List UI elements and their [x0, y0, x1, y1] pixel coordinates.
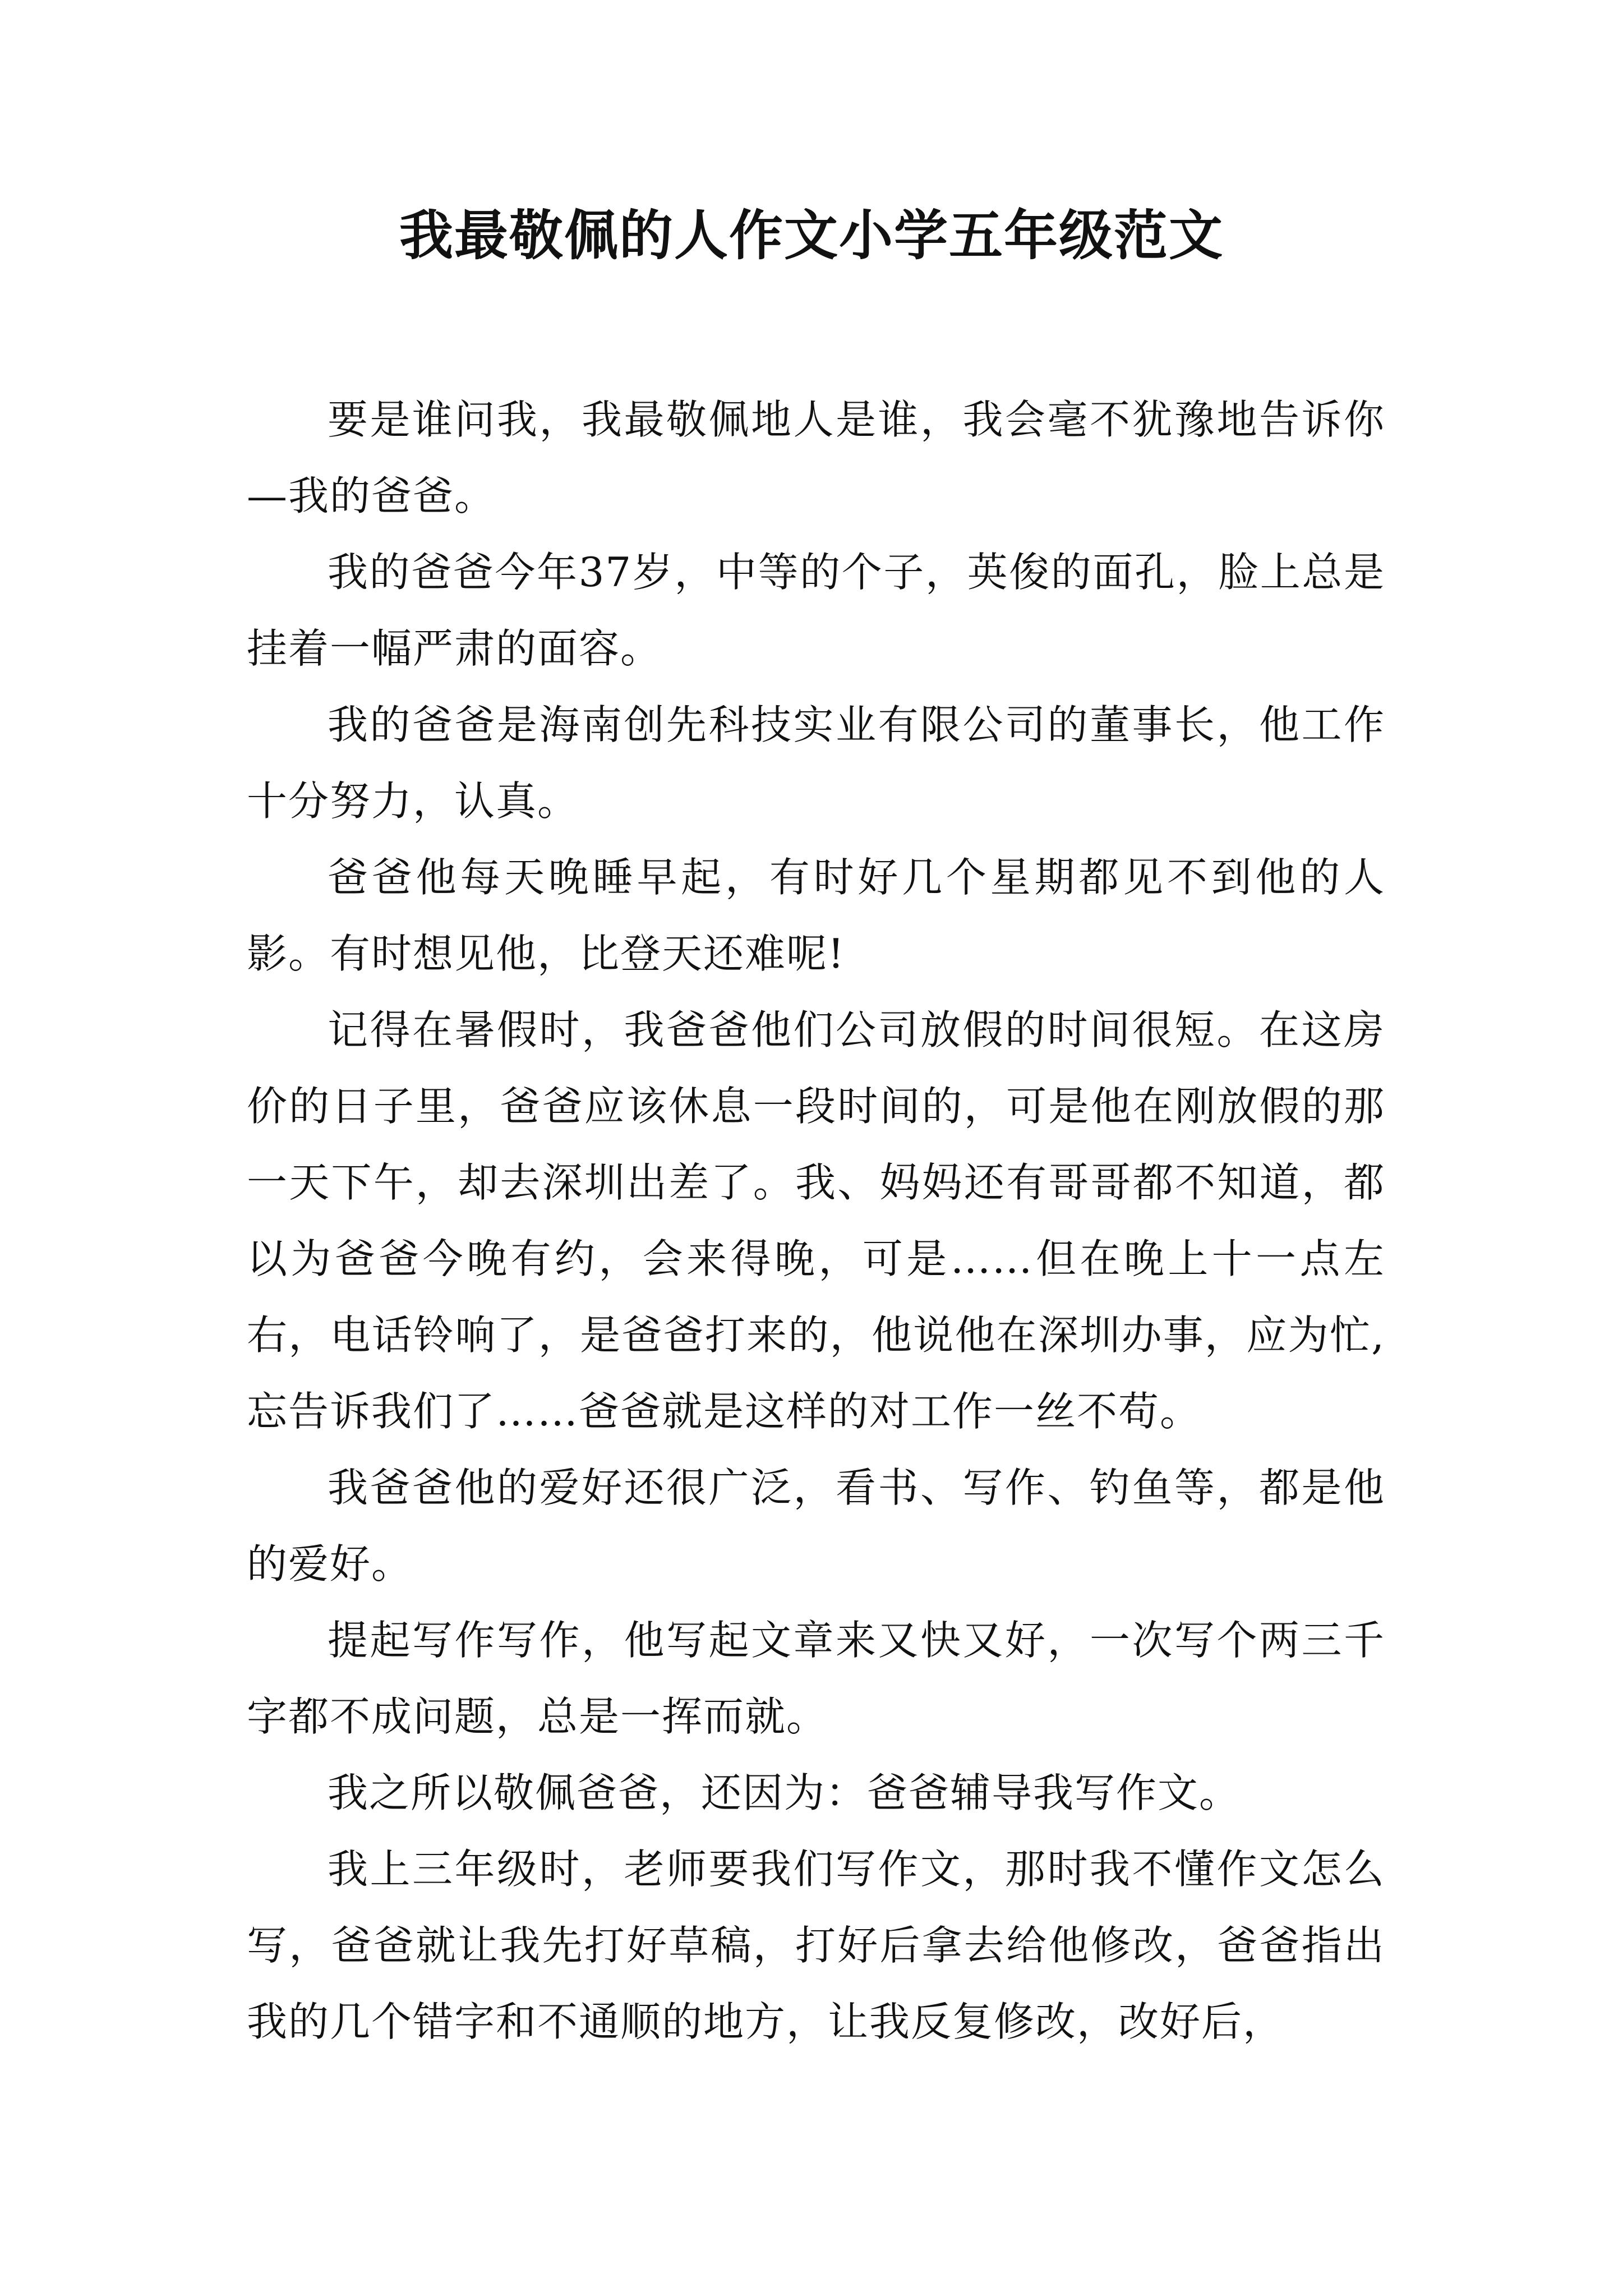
paragraph: 我之所以敬佩爸爸，还因为：爸爸辅导我写作文。	[328, 1769, 1241, 1816]
paragraph: 我上三年级时，老师要我们写作文，那时我不懂作文怎么写，爸爸就让我先打好草稿，打好后拿去给他修改，爸爸指出我的几个错字和不通顺的地方，让我反复修改，改好后，	[247, 1846, 1385, 2045]
paragraph: 爸爸他每天晚睡早起，有时好几个星期都见不到他的人影。有时想见他，比登天还难呢!	[247, 854, 1385, 977]
paragraph: 要是谁问我，我最敬佩地人是谁，我会毫不犹豫地告诉你—我的爸爸。	[247, 396, 1385, 519]
paragraph: 提起写作写作，他写起文章来又快又好，一次写个两三千字都不成问题，总是一挥而就。	[247, 1617, 1385, 1740]
paragraph: 我的爸爸是海南创先科技实业有限公司的董事长，他工作十分努力，认真。	[247, 701, 1385, 825]
paragraph: 我的爸爸今年37岁，中等的个子，英俊的面孔，脸上总是挂着一幅严肃的面容。	[247, 549, 1385, 672]
paragraph: 我爸爸他的爱好还很广泛，看书、写作、钓鱼等，都是他的爱好。	[247, 1464, 1385, 1588]
document-title: 我最敬佩的人作文小学五年级范文	[399, 204, 1224, 267]
paragraph: 记得在暑假时，我爸爸他们公司放假的时间很短。在这房价的日子里，爸爸应该休息一段时间的，可是他在刚放假的那一天下午，却去深圳出差了。我、妈妈还有哥哥都不知道，都以为爸爸今晚有约，会来得晚，可是……但在晚上十一点左右，电话铃响了，是爸爸打来的，他说他在深圳办事，应为忙,忘告诉我们了……爸爸就是这样的对工作一丝不苟。	[247, 1006, 1385, 1435]
document-body	[247, 381, 1385, 2060]
